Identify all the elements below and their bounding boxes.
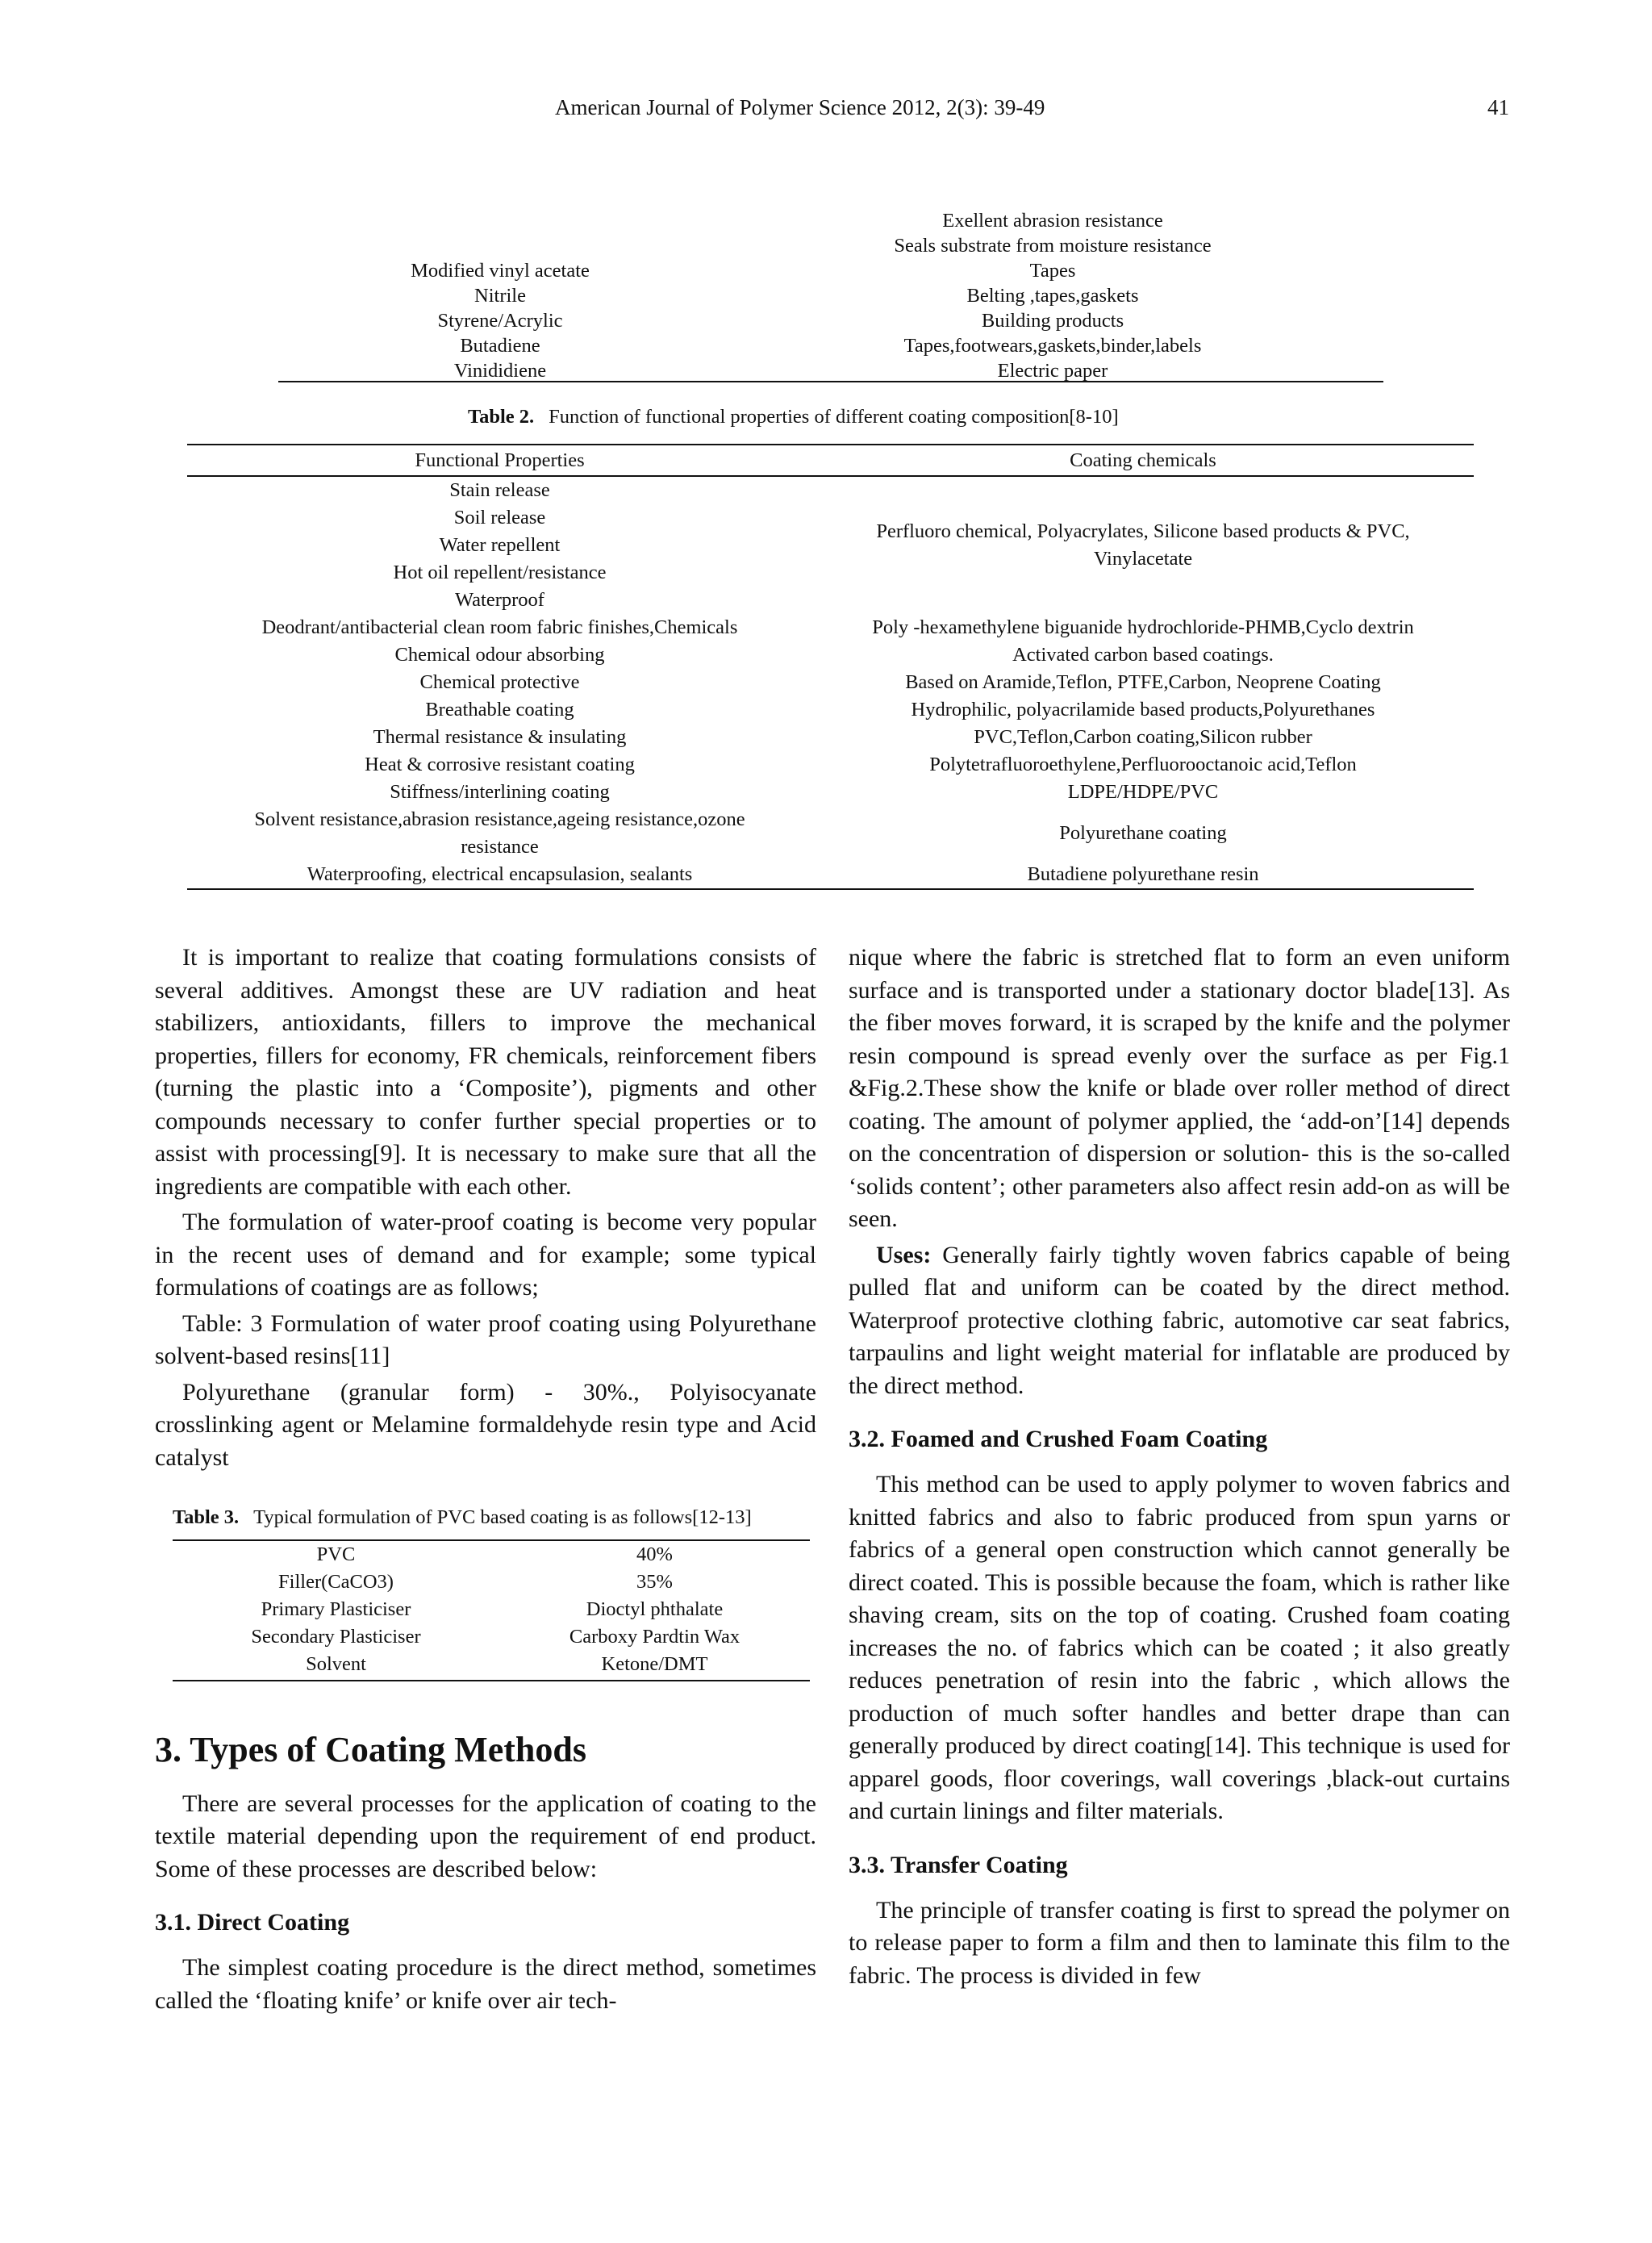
table2-caption (468, 406, 1119, 428)
table2-caption-text: Function of functional properties of different coating composition[8-10] (549, 406, 1119, 428)
right-column (849, 942, 1510, 1992)
table-row: Filler(CaCO3) 35% (278, 1570, 673, 1593)
uses-label: Uses: (876, 1241, 932, 1268)
table-row: PVC 40% (316, 1543, 673, 1565)
table-row: Solvent Ketone/DMT (306, 1652, 708, 1675)
table-row: Heat & corrosive resistant coating Polytetrafluoroethylene,Perfluorooctanoic acid,Teflon (365, 754, 1357, 775)
paragraph: Table: 3 Formulation of water proof coating using Polyurethane solvent-based resins[11] (155, 1309, 816, 1369)
paragraph: The principle of transfer coating is first to spread the polymer on to release paper to form a film and then to laminate this film to the fabric. The process is divided in few (849, 1896, 1510, 1989)
left-column (155, 942, 816, 2017)
table-row: Butadiene Tapes,footwears,gaskets,binder,labels (460, 335, 1202, 357)
table-row: Deodrant/antibacterial clean room fabric finishes,Chemicals Poly -hexamethylene biguanide hydrochloride-PHMB,Cyclo dextrin (261, 616, 1414, 638)
table-row: Styrene/Acrylic Building products (437, 310, 1124, 332)
subsection-heading: 3.2. Foamed and Crushed Foam Coating (849, 1426, 1268, 1452)
table-row: Primary Plasticiser Dioctyl phthalate (261, 1598, 724, 1620)
table3 (173, 1502, 810, 1681)
section-heading: 3. Types of Coating Methods (155, 1729, 586, 1769)
table-rule (173, 1680, 810, 1681)
table-row: Nitrile Belting ,tapes,gaskets (474, 285, 1139, 307)
table3-label: Table 3. (173, 1506, 240, 1528)
table-row: Breathable coating Hydrophilic, polyacrilamide based products,Polyurethanes (425, 699, 1375, 721)
table-row: Chemical odour absorbing Activated carbon based coatings. (394, 644, 1274, 666)
table1-continued (278, 208, 1383, 383)
paragraph: nique where the fabric is stretched flat to form an even uniform surface and is transported under a stationary doctor blade[13]. As the fiber moves forward, it is scraped by the knife and the polymer resin compound is spread evenly over the surface as per Fig.1 &Fig.2.These show the knife or blade over roller method of direct coating. The amount of polymer applied, the ‘add-on’[14] depends on the concentration of dispersion or solution- this is the so-called ‘solids content’; other parameters also affect resin add-on as will be seen. (849, 944, 1510, 1232)
page-number: 41 (1487, 95, 1509, 119)
table-row: Secondary Plasticiser Carboxy Pardtin Wax (251, 1625, 740, 1648)
table-row: Vinididiene Electric paper (453, 360, 1108, 382)
paragraph: Uses: Generally fairly tightly woven fabrics capable of being pulled flat and uniform can be coated by the direct method. Waterproof protective clothing fabric, automotive car seat fabrics, tarpaulins and light weight material for inflatable are produced by the direct method. (849, 1241, 1510, 1399)
paragraph: Polyurethane (granular form) - 30%., Polyisocyanate crosslinking agent or Melamine formaldehyde resin type and Acid catalyst (155, 1378, 816, 1471)
table-row: Chemical protective Based on Aramide,Teflon, PTFE,Carbon, Neoprene Coating (419, 671, 1381, 693)
paragraph: This method can be used to apply polymer to woven fabrics and knitted fabrics and also to fabric produced from spun yarns or fabrics of a general open construction which cannot generally be direct coated. This is possible because the foam, which is rather like shaving cream, sits on the top of coating. Crushed foam coating increases the no. of fabrics which can be coated ; it also greatly reduces penetration of resin into the fabric , which allows the production of much softer handles and better drape than can generally produced by direct coating[14]. This technique is used for apparel goods, floor coverings, wall coverings ,black-out curtains and curtain linings and filter materials. (849, 1471, 1510, 1824)
table2 (187, 444, 1474, 890)
paragraph: The simplest coating procedure is the direct method, sometimes called the ‘floating knife’ or knife over air tech- (155, 1954, 816, 2014)
table-row: Stiffness/interlining coating LDPE/HDPE/PVC (390, 781, 1219, 803)
table-row: Seals substrate from moisture resistance (894, 235, 1212, 257)
column-header: Coating chemicals (1070, 449, 1216, 471)
subsection-heading: 3.3. Transfer Coating (849, 1851, 1068, 1878)
paragraph: There are several processes for the application of coating to the textile material depending upon the requirement of end product. Some of these processes are described below: (155, 1790, 816, 1882)
table1-bottom-rule (278, 381, 1383, 382)
paragraph: The formulation of water-proof coating is become very popular in the recent uses of demand and for example; some typical formulations of coatings are as follows; (155, 1209, 816, 1301)
table-rule (187, 888, 1474, 890)
table-row: Thermal resistance & insulating PVC,Teflon,Carbon coating,Silicon rubber (373, 726, 1312, 748)
table-row: Exellent abrasion resistance (942, 210, 1163, 232)
journal-title: American Journal of Polymer Science 2012, 2(3): 39-49 (555, 95, 1045, 119)
table-row: Stain release Soil release Water repellent Hot oil repellent/resistance Waterproof Perfluoro chemical, Polyacrylates, Silicone based products & PVC, Vinylacetate (393, 479, 1410, 611)
table-row: Solvent resistance,abrasion resistance,ageing resistance,ozone resistance Polyurethane coating (254, 808, 1227, 858)
table-row: Modified vinyl acetate Tapes (411, 260, 1076, 282)
paragraph: It is important to realize that coating formulations consists of several additives. Amongst these are UV radiation and heat stabilizers, antioxidants, fillers to improve the mechanical properties, fillers for economy, FR chemicals, reinforcement fibers (turning the plastic into a ‘Composite’), pigments and other compounds necessary to confer further special properties or to assist with processing[9]. It is necessary to make sure that all the ingredients are compatible with each other. (155, 944, 816, 1200)
table2-header (187, 445, 1474, 475)
table3-caption: Table 3. Typical formulation of PVC based coating is as follows[12-13] (173, 1506, 752, 1528)
column-header: Functional Properties (415, 449, 585, 471)
table2-label: Table 2. (468, 406, 535, 428)
subsection-heading: 3.1. Direct Coating (155, 1909, 350, 1936)
table-row: Waterproofing, electrical encapsulasion, sealants Butadiene polyurethane resin (307, 863, 1259, 885)
